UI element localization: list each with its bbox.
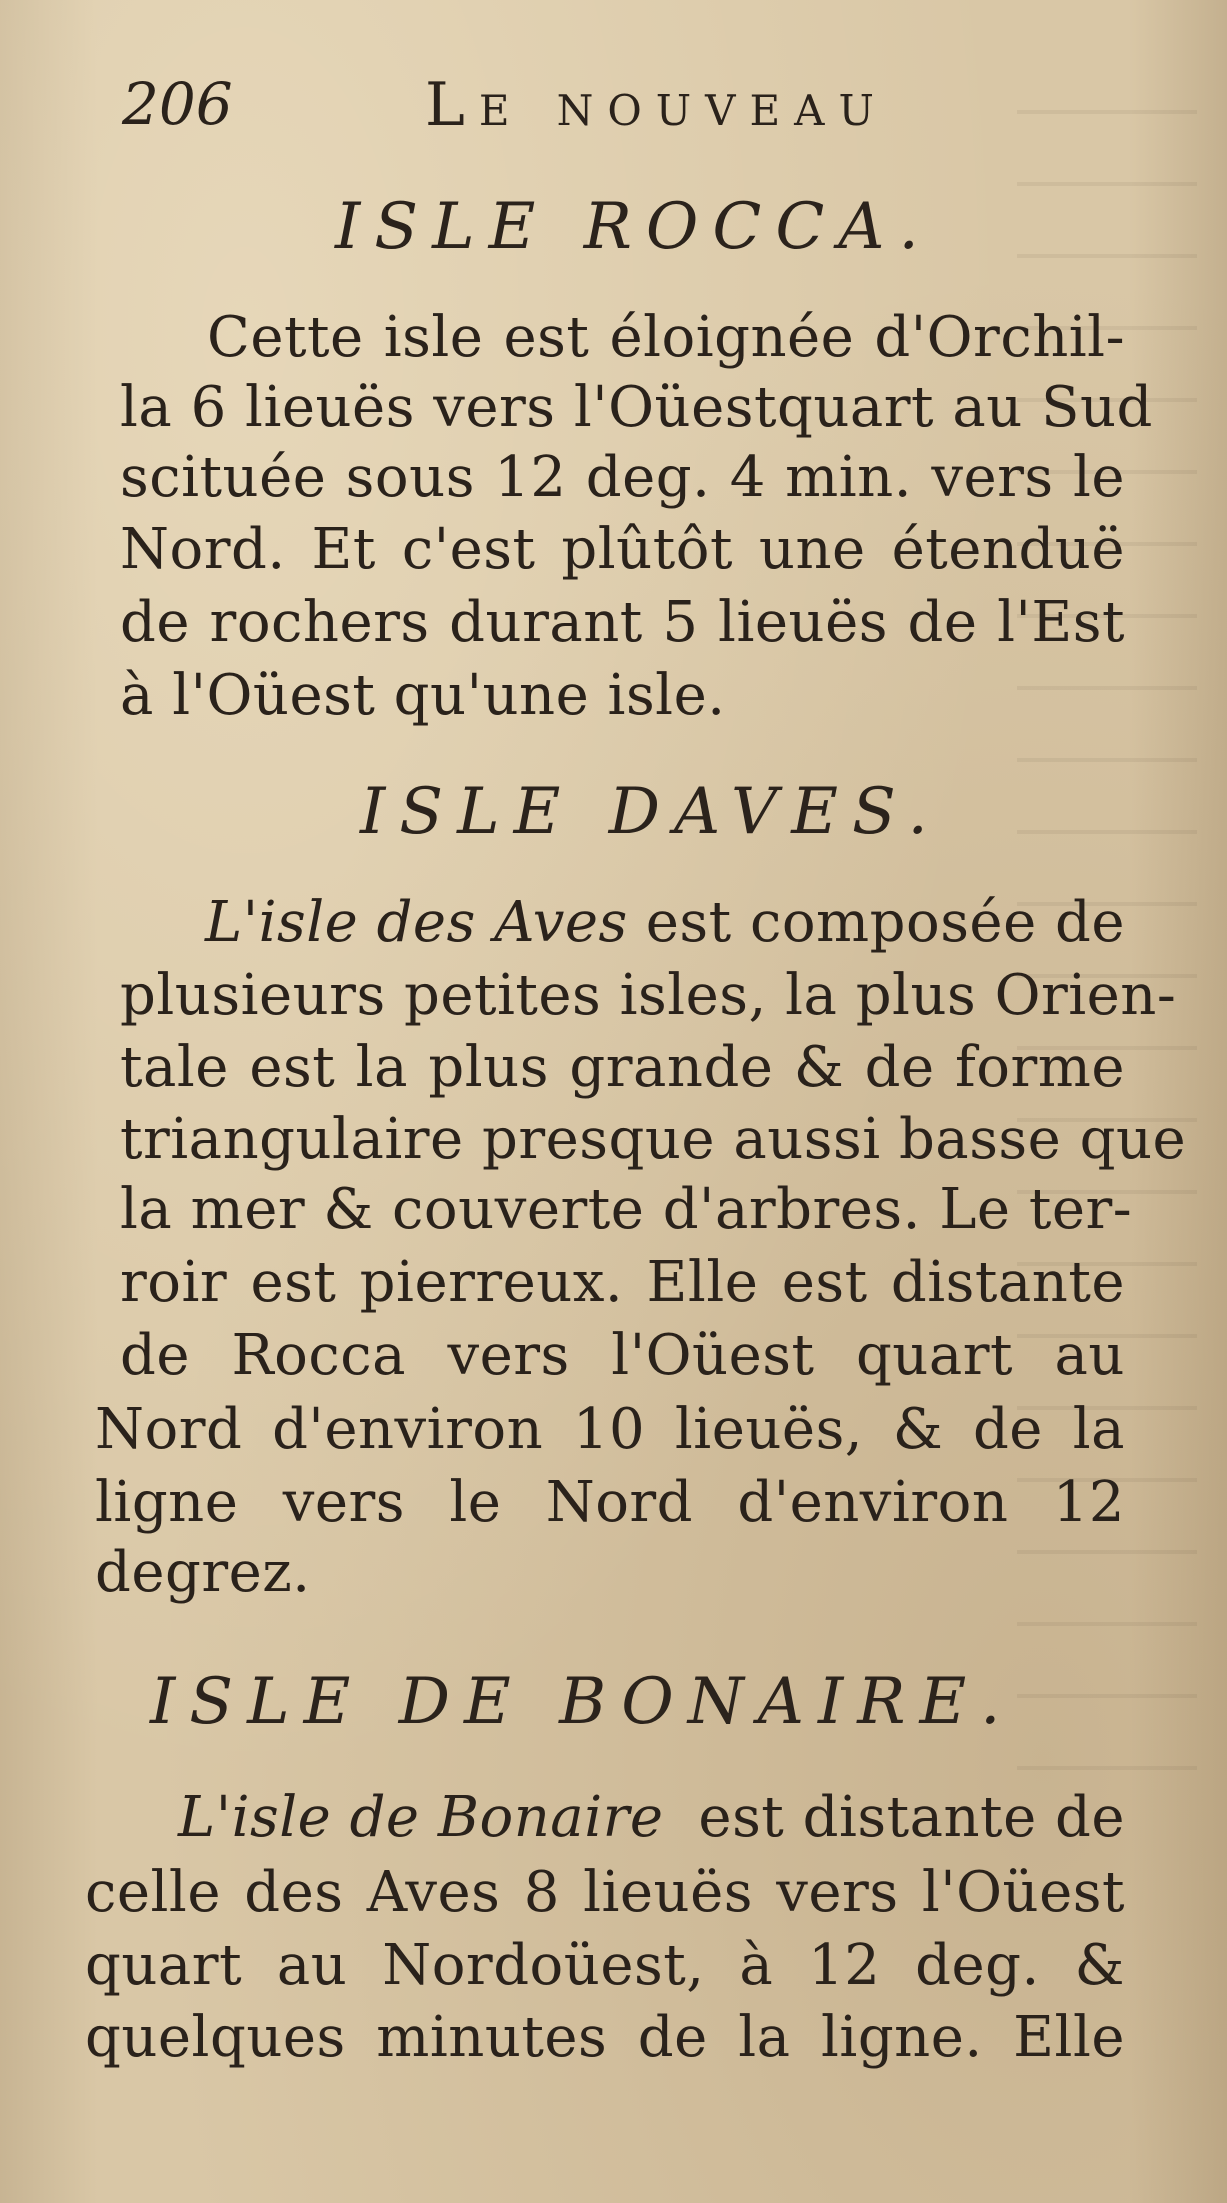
text-line: la 6 lieuës vers l'Oüestquart au Sud xyxy=(120,375,1153,440)
text-line: scituée sous 12 deg. 4 min. vers le xyxy=(120,445,1125,510)
running-title: Le nouveau xyxy=(425,70,888,140)
text-line: quelques minutes de la ligne. Elle xyxy=(85,2005,1125,2070)
text-line-with-lead xyxy=(178,1785,1125,1850)
text-line: à l'Oüest qu'une isle. xyxy=(120,663,726,728)
text-line: de Rocca vers l'Oüest quart au xyxy=(120,1323,1125,1388)
text-line: roir est pierreux. Elle est distante xyxy=(120,1250,1125,1315)
lead-italic: L'isle de Bonaire xyxy=(178,1785,664,1850)
text-line: quart au Nordoüest, à 12 deg. & xyxy=(85,1933,1125,1998)
text-line: celle des Aves 8 lieuës vers l'Oüest xyxy=(85,1860,1125,1925)
text-line: est composée de xyxy=(645,890,1125,955)
text-line: est distante de xyxy=(698,1785,1125,1850)
text-line: Nord. Et c'est plûtôt une étenduë xyxy=(120,517,1125,582)
section-heading-daves: ISLE DAVES. xyxy=(360,775,942,849)
text-line: triangulaire presque aussi basse que xyxy=(120,1107,1187,1172)
lead-italic: L'isle des Aves xyxy=(205,890,628,955)
text-line: de rochers durant 5 lieuës de l'Est xyxy=(120,590,1125,655)
text-line: ligne vers le Nord d'environ 12 xyxy=(95,1470,1125,1535)
section-heading-rocca: ISLE ROCCA. xyxy=(335,190,933,264)
page-number: 206 xyxy=(122,70,233,138)
text-line: Cette isle est éloignée d'Orchil- xyxy=(207,305,1125,370)
text-line-with-lead xyxy=(205,890,1125,955)
text-line: tale est la plus grande & de forme xyxy=(120,1035,1125,1100)
text-line: la mer & couverte d'arbres. Le ter- xyxy=(120,1177,1133,1242)
section-heading-bonaire: ISLE DE BONAIRE. xyxy=(150,1665,1015,1739)
text-line: plusieurs petites isles, la plus Orien- xyxy=(120,963,1177,1028)
text-line: Nord d'environ 10 lieuës, & de la xyxy=(95,1397,1125,1462)
text-line: degrez. xyxy=(95,1540,311,1605)
